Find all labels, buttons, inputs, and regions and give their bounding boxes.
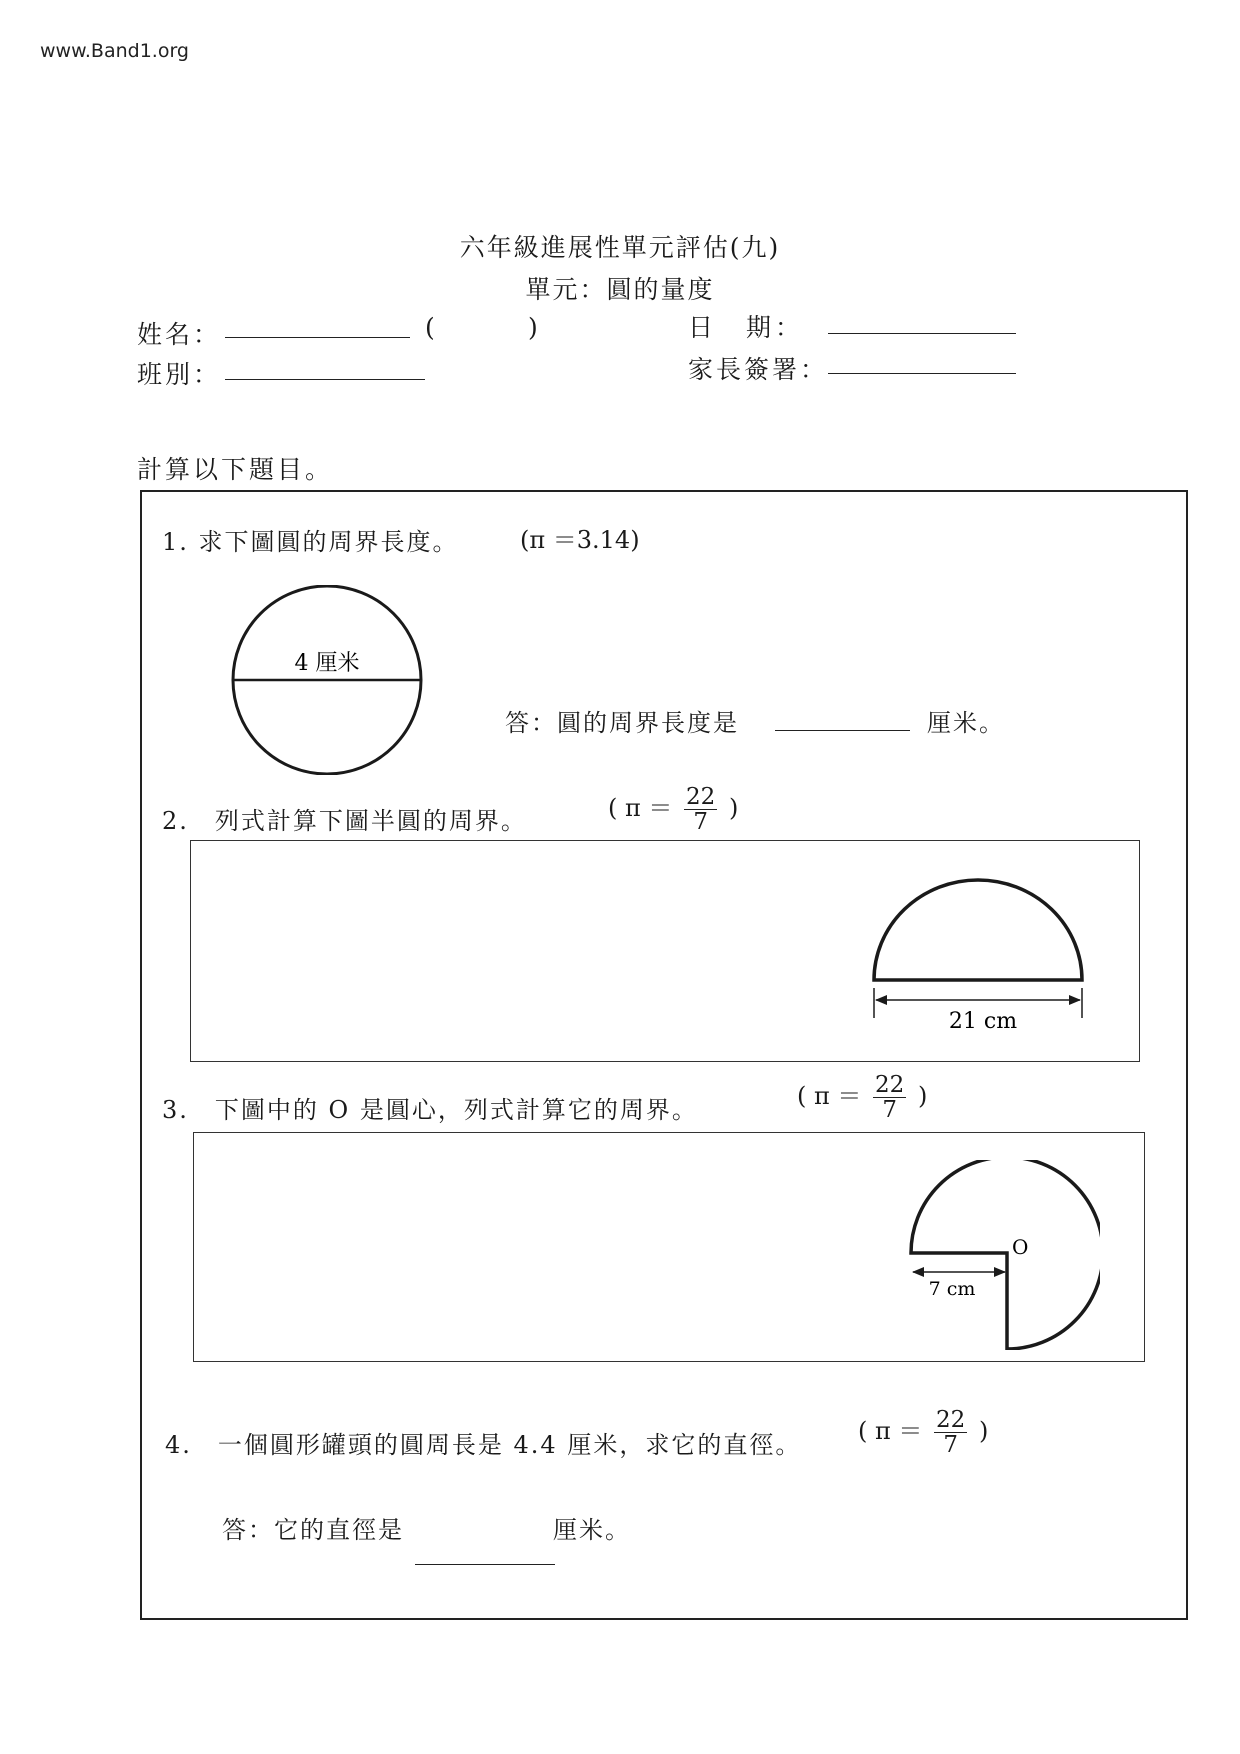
q2-semicircle-diagram [860, 860, 1095, 1030]
q3-three-quarter-circle-diagram [900, 1160, 1100, 1350]
class-field[interactable] [225, 379, 425, 380]
date-field[interactable] [828, 333, 1016, 334]
q2-dim-label: 21 cm [948, 1009, 1018, 1030]
q1-answer-prefix: 答：圓的周界長度是 [505, 709, 739, 737]
q3-three-quarter-circle [911, 1160, 1100, 1349]
name-label: 姓名： [137, 320, 222, 349]
q4-answer-prefix: 答：它的直徑是 [222, 1516, 404, 1544]
seat-open-paren: ( [425, 313, 438, 342]
q3-pi-open: ( π ＝ [797, 1082, 862, 1111]
q4-pi-open: ( π ＝ [858, 1417, 923, 1446]
seat-close-paren: ) [528, 313, 541, 342]
q3-dim-arrow-right [994, 1267, 1006, 1277]
q1-circle-diagram [225, 585, 430, 775]
q1-answer-field[interactable] [775, 730, 910, 731]
worksheet-title: 六年級進展性單元評估(九) [459, 233, 781, 262]
site-watermark[interactable]: www.Band1.org [40, 40, 189, 62]
q2-pi-close: ) [728, 794, 739, 823]
name-field[interactable] [225, 337, 410, 338]
q2-pi-open: ( π ＝ [608, 794, 673, 823]
q3-pi-close: ) [917, 1082, 928, 1111]
q3-text: 3. 下圖中的 O 是圓心，列式計算它的周界。 [162, 1096, 698, 1124]
q1-text: 1. 求下圖圓的周界長度。 [162, 528, 459, 556]
q3-pi-expression [797, 1073, 927, 1122]
q3-pi-fraction: $\frac{22}{7}$ [875, 1072, 905, 1124]
q1-pi-value: (π ＝3.14) [520, 526, 640, 554]
date-label: 日 期： [688, 313, 805, 342]
q1-answer-suffix: 厘米。 [927, 709, 1005, 737]
q4-pi-expression [858, 1408, 988, 1457]
q4-pi-fraction: $\frac{22}{7}$ [936, 1407, 966, 1459]
parent-signature-label: 家長簽署： [688, 355, 829, 384]
q2-semicircle [874, 880, 1082, 980]
parent-signature-field[interactable] [828, 373, 1016, 374]
q3-center-label: O [1012, 1235, 1029, 1259]
q4-text: 4. 一個圓形罐頭的圓周長是 4.4 厘米，求它的直徑。 [165, 1431, 802, 1459]
q2-dim-arrow-left [875, 995, 887, 1005]
q2-pi-expression [608, 785, 738, 834]
q4-answer-field[interactable] [415, 1564, 555, 1565]
unit-title: 單元：圓的量度 [525, 275, 715, 304]
q4-answer-suffix: 厘米。 [553, 1516, 631, 1544]
q3-dim-label: 7 cm [928, 1278, 976, 1300]
q1-diameter-label: 4 厘米 [294, 651, 360, 676]
class-label: 班別： [137, 360, 222, 389]
q3-dim-arrow-left [912, 1267, 924, 1277]
instruction-text: 計算以下題目。 [137, 455, 334, 484]
q2-text: 2. 列式計算下圖半圓的周界。 [162, 807, 527, 835]
q4-pi-close: ) [978, 1417, 989, 1446]
q2-pi-fraction: $\frac{22}{7}$ [686, 784, 716, 836]
q2-dim-arrow-right [1069, 995, 1081, 1005]
